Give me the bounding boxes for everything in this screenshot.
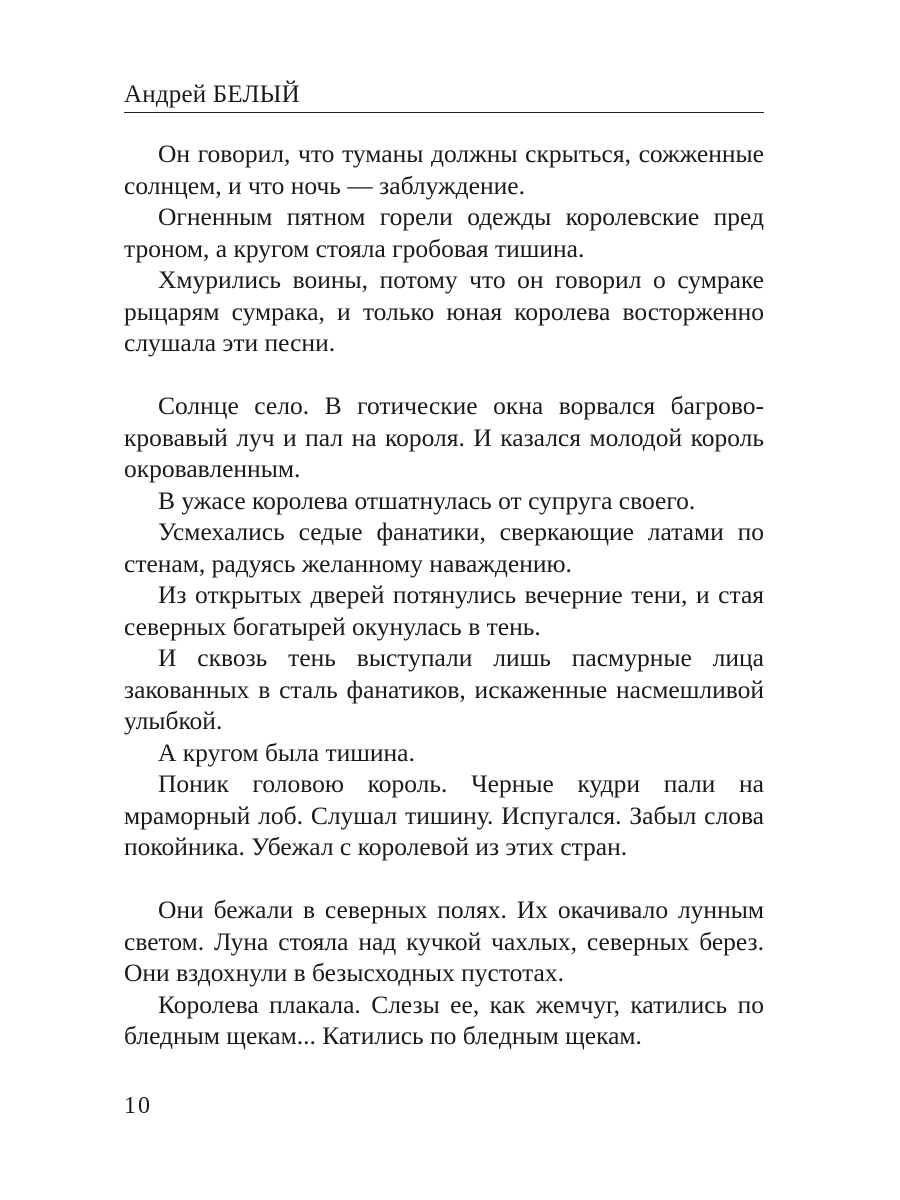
section-gap: [124, 359, 764, 391]
page-number: 10: [124, 1093, 152, 1119]
paragraph: В ужасе королева отшатнулась от супруга своего.: [158, 485, 696, 515]
running-head-author: Андрей БЕЛЫЙ: [124, 81, 300, 108]
paragraph: Усмехались седые фанатики, сверкающие латами по стенам, радуясь желанному наваждению.: [124, 517, 764, 578]
paragraph: Королева плакала. Слезы ее, как жемчуг, катились по бледным щекам... Катились по бледным щекам.: [124, 989, 764, 1050]
paragraph: А кругом была тишина.: [158, 737, 415, 767]
paragraph: Огненным пятном горели одежды королевские пред троном, а кругом стояла гробовая тишина.: [124, 202, 764, 263]
paragraph: Они бежали в северных полях. Их окачивало лунным светом. Луна стояла над кучкой чахлых, северных берез. Они вздохнули в безысходных пустотах.: [124, 895, 764, 987]
section-gap: [124, 863, 764, 895]
paragraph: Он говорил, что туманы должны скрыться, сожженные солнцем, и что ночь — заблуждение.: [124, 139, 764, 200]
paragraph: Поник головою король. Черные кудри пали на мраморный лоб. Слушал тишину. Испугался. Забыл слова покойника. Убежал с королевой из этих стран.: [124, 769, 764, 861]
body-text: [124, 138, 764, 1052]
paragraph: И сквозь тень выступали лишь пасмурные лица закованных в сталь фанатиков, искаженные насмешливой улыбкой.: [124, 643, 764, 735]
running-head: [124, 80, 764, 113]
paragraph: Хмурились воины, потому что он говорил о сумраке рыцарям сумрака, и только юная королева восторженно слушала эти песни.: [124, 265, 764, 357]
paragraph: Солнце село. В готические окна ворвался багрово-кровавый луч и пал на короля. И казался молодой король окровавленным.: [124, 391, 764, 483]
paragraph: Из открытых дверей потянулись вечерние тени, и стая северных богатырей окунулась в тень.: [124, 580, 764, 641]
